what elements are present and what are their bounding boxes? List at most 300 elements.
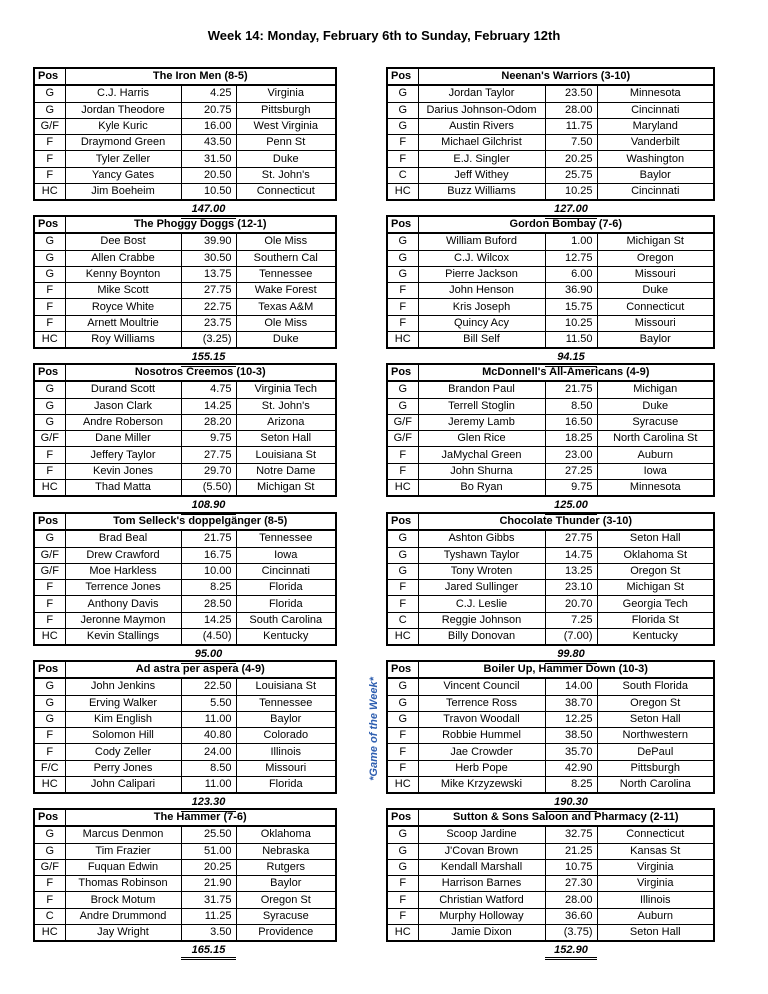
page-title: Week 14: Monday, February 6th to Sunday, February 12th: [207, 28, 561, 43]
player-row: [387, 876, 714, 892]
position-cell: HC: [387, 777, 418, 794]
player-row: [34, 233, 336, 250]
team-name: Gordon Bombay (7-6): [418, 216, 714, 233]
team-table: [33, 363, 337, 515]
player-row: [34, 629, 336, 646]
player-name-cell: Brandon Paul: [418, 381, 545, 398]
player-row: [387, 414, 714, 430]
school-cell: Syracuse: [236, 908, 336, 924]
position-cell: F: [387, 892, 418, 908]
position-cell: HC: [387, 332, 418, 349]
total-spacer: [597, 496, 714, 513]
team-name: Ad astra per aspera (4-9): [65, 661, 336, 678]
school-cell: Minnesota: [597, 480, 714, 497]
points-cell: (3.75): [545, 925, 597, 942]
points-cell: 38.70: [545, 695, 597, 711]
player-row: [387, 728, 714, 744]
points-cell: 35.70: [545, 744, 597, 760]
team-header-row: [387, 68, 714, 85]
position-cell: F/C: [34, 760, 65, 776]
player-name-cell: Anthony Davis: [65, 596, 181, 612]
player-row: [387, 463, 714, 479]
school-cell: Virginia: [597, 859, 714, 875]
points-cell: 23.50: [545, 85, 597, 102]
school-cell: Oregon St: [597, 563, 714, 579]
team-total: 152.90: [545, 941, 597, 958]
points-cell: 25.50: [181, 826, 236, 843]
points-cell: 42.90: [545, 760, 597, 776]
player-name-cell: Draymond Green: [65, 135, 181, 151]
pos-header: Pos: [387, 364, 418, 381]
player-row: [34, 431, 336, 447]
player-row: [387, 102, 714, 118]
points-cell: 8.50: [181, 760, 236, 776]
player-name-cell: C.J. Harris: [65, 85, 181, 102]
pos-header: Pos: [34, 364, 65, 381]
position-cell: G: [387, 102, 418, 118]
player-name-cell: Ashton Gibbs: [418, 530, 545, 547]
player-name-cell: Jae Crowder: [418, 744, 545, 760]
player-name-cell: Yancy Gates: [65, 167, 181, 183]
points-cell: 4.75: [181, 381, 236, 398]
team-table: [33, 67, 337, 219]
points-cell: (3.25): [181, 332, 236, 349]
school-cell: Louisiana St: [236, 678, 336, 695]
points-cell: (5.50): [181, 480, 236, 497]
school-cell: Baylor: [236, 711, 336, 727]
player-row: [387, 925, 714, 942]
team-total: 127.00: [545, 200, 597, 217]
points-cell: 28.00: [545, 102, 597, 118]
player-row: [34, 381, 336, 398]
position-cell: G: [387, 118, 418, 134]
position-cell: G: [387, 233, 418, 250]
player-name-cell: Jeremy Lamb: [418, 414, 545, 430]
points-cell: 23.75: [181, 315, 236, 331]
school-cell: Ole Miss: [236, 315, 336, 331]
team-table: [386, 363, 715, 515]
points-cell: 24.00: [181, 744, 236, 760]
position-cell: F: [34, 283, 65, 299]
points-cell: 43.50: [181, 135, 236, 151]
points-cell: 12.25: [545, 711, 597, 727]
player-row: [387, 580, 714, 596]
player-name-cell: Kris Joseph: [418, 299, 545, 315]
player-row: [34, 135, 336, 151]
player-row: [387, 135, 714, 151]
player-name-cell: Scoop Jardine: [418, 826, 545, 843]
team-total: 99.80: [545, 645, 597, 662]
player-name-cell: Jim Boeheim: [65, 184, 181, 201]
school-cell: Duke: [597, 283, 714, 299]
player-row: [34, 398, 336, 414]
school-cell: Cincinnati: [236, 563, 336, 579]
school-cell: Texas A&M: [236, 299, 336, 315]
player-name-cell: Moe Harkless: [65, 563, 181, 579]
position-cell: F: [34, 596, 65, 612]
total-spacer: [387, 496, 545, 513]
points-cell: 20.25: [545, 151, 597, 167]
points-cell: 10.25: [545, 315, 597, 331]
points-cell: 21.25: [545, 843, 597, 859]
total-row: [387, 496, 714, 513]
position-cell: G: [34, 414, 65, 430]
school-cell: Florida St: [597, 612, 714, 628]
player-name-cell: Brock Motum: [65, 892, 181, 908]
points-cell: 4.25: [181, 85, 236, 102]
position-cell: G: [34, 381, 65, 398]
player-name-cell: Terrell Stoglin: [418, 398, 545, 414]
points-cell: 20.50: [181, 167, 236, 183]
team-name: Boiler Up, Hammer Down (10-3): [418, 661, 714, 678]
points-cell: 10.25: [545, 184, 597, 201]
team-header-row: [387, 513, 714, 530]
school-cell: Notre Dame: [236, 463, 336, 479]
points-cell: 11.75: [545, 118, 597, 134]
points-cell: 32.75: [545, 826, 597, 843]
position-cell: G/F: [34, 563, 65, 579]
total-row: [34, 941, 336, 958]
position-cell: F: [387, 760, 418, 776]
points-cell: 9.75: [545, 480, 597, 497]
school-cell: Northwestern: [597, 728, 714, 744]
team-total: 190.30: [545, 793, 597, 810]
position-cell: F: [387, 463, 418, 479]
school-cell: Vanderbilt: [597, 135, 714, 151]
points-cell: 23.00: [545, 447, 597, 463]
position-cell: G: [387, 678, 418, 695]
school-cell: Iowa: [597, 463, 714, 479]
school-cell: Baylor: [597, 332, 714, 349]
position-cell: F: [34, 167, 65, 183]
player-name-cell: Drew Crawford: [65, 547, 181, 563]
player-row: [387, 777, 714, 794]
position-cell: G: [387, 711, 418, 727]
player-name-cell: Glen Rice: [418, 431, 545, 447]
player-row: [34, 760, 336, 776]
team-table: [33, 660, 337, 812]
school-cell: Tennessee: [236, 530, 336, 547]
school-cell: St. John's: [236, 398, 336, 414]
position-cell: HC: [387, 629, 418, 646]
total-row: [387, 941, 714, 958]
player-row: [387, 447, 714, 463]
team-header-row: [34, 364, 336, 381]
player-row: [34, 463, 336, 479]
player-row: [34, 859, 336, 875]
points-cell: 29.70: [181, 463, 236, 479]
position-cell: G: [387, 250, 418, 266]
points-cell: 10.50: [181, 184, 236, 201]
points-cell: 27.75: [181, 283, 236, 299]
position-cell: F: [387, 151, 418, 167]
points-cell: 1.00: [545, 233, 597, 250]
school-cell: Tennessee: [236, 266, 336, 282]
player-row: [34, 777, 336, 794]
pos-header: Pos: [34, 513, 65, 530]
team-name: The Hammer (7-6): [65, 809, 336, 826]
player-name-cell: John Henson: [418, 283, 545, 299]
position-cell: G: [34, 398, 65, 414]
points-cell: 36.90: [545, 283, 597, 299]
position-cell: G: [34, 695, 65, 711]
player-name-cell: Durand Scott: [65, 381, 181, 398]
school-cell: Michigan St: [236, 480, 336, 497]
player-row: [34, 612, 336, 628]
position-cell: F: [387, 580, 418, 596]
position-cell: C: [34, 908, 65, 924]
pos-header: Pos: [387, 809, 418, 826]
player-name-cell: Jeff Withey: [418, 167, 545, 183]
player-name-cell: Bill Self: [418, 332, 545, 349]
school-cell: Oklahoma St: [597, 547, 714, 563]
player-name-cell: Fuquan Edwin: [65, 859, 181, 875]
pos-header: Pos: [34, 809, 65, 826]
player-row: [34, 580, 336, 596]
team-total: 94.15: [545, 348, 597, 365]
points-cell: 23.10: [545, 580, 597, 596]
player-name-cell: Jason Clark: [65, 398, 181, 414]
points-cell: 11.50: [545, 332, 597, 349]
player-row: [34, 447, 336, 463]
player-row: [387, 892, 714, 908]
team-name: Tom Selleck's doppelgänger (8-5): [65, 513, 336, 530]
player-name-cell: Tyshawn Taylor: [418, 547, 545, 563]
position-cell: F: [34, 315, 65, 331]
school-cell: DePaul: [597, 744, 714, 760]
school-cell: North Carolina: [597, 777, 714, 794]
school-cell: Cincinnati: [597, 102, 714, 118]
player-name-cell: JaMychal Green: [418, 447, 545, 463]
player-name-cell: Quincy Acy: [418, 315, 545, 331]
player-name-cell: Erving Walker: [65, 695, 181, 711]
player-row: [34, 184, 336, 201]
school-cell: Florida: [236, 596, 336, 612]
position-cell: G/F: [387, 414, 418, 430]
school-cell: Maryland: [597, 118, 714, 134]
player-row: [387, 563, 714, 579]
pos-header: Pos: [387, 513, 418, 530]
school-cell: Kansas St: [597, 843, 714, 859]
position-cell: F: [387, 744, 418, 760]
player-name-cell: Billy Donovan: [418, 629, 545, 646]
total-spacer: [34, 496, 181, 513]
points-cell: 20.70: [545, 596, 597, 612]
player-row: [387, 299, 714, 315]
player-row: [387, 744, 714, 760]
school-cell: Illinois: [236, 744, 336, 760]
position-cell: G: [34, 826, 65, 843]
school-cell: Michigan St: [597, 580, 714, 596]
player-row: [34, 876, 336, 892]
player-name-cell: Jamie Dixon: [418, 925, 545, 942]
position-cell: F: [34, 876, 65, 892]
player-row: [387, 118, 714, 134]
position-cell: F: [387, 447, 418, 463]
points-cell: 16.75: [181, 547, 236, 563]
player-name-cell: Mike Krzyzewski: [418, 777, 545, 794]
player-name-cell: Terrence Ross: [418, 695, 545, 711]
position-cell: G: [34, 843, 65, 859]
player-row: [387, 711, 714, 727]
school-cell: Missouri: [597, 315, 714, 331]
player-row: [387, 167, 714, 183]
position-cell: G/F: [34, 859, 65, 875]
player-name-cell: Pierre Jackson: [418, 266, 545, 282]
points-cell: 28.50: [181, 596, 236, 612]
school-cell: Duke: [236, 151, 336, 167]
player-row: [387, 843, 714, 859]
points-cell: 12.75: [545, 250, 597, 266]
player-row: [34, 728, 336, 744]
player-row: [387, 629, 714, 646]
game-of-the-week-text: *Game of the Week*: [368, 677, 381, 781]
total-spacer: [236, 496, 336, 513]
player-name-cell: Jordan Theodore: [65, 102, 181, 118]
school-cell: South Carolina: [236, 612, 336, 628]
player-row: [387, 678, 714, 695]
school-cell: Michigan: [597, 381, 714, 398]
player-row: [34, 102, 336, 118]
team-header-row: [34, 661, 336, 678]
total-spacer: [597, 941, 714, 958]
position-cell: F: [34, 135, 65, 151]
player-name-cell: E.J. Singler: [418, 151, 545, 167]
school-cell: Providence: [236, 925, 336, 942]
school-cell: Kentucky: [236, 629, 336, 646]
player-row: [387, 398, 714, 414]
player-name-cell: Brad Beal: [65, 530, 181, 547]
pos-header: Pos: [34, 68, 65, 85]
team-header-row: [387, 216, 714, 233]
points-cell: (7.00): [545, 629, 597, 646]
points-cell: 21.90: [181, 876, 236, 892]
position-cell: G: [34, 711, 65, 727]
school-cell: Kentucky: [597, 629, 714, 646]
points-cell: 6.00: [545, 266, 597, 282]
school-cell: Pittsburgh: [597, 760, 714, 776]
team-table: [386, 512, 715, 664]
school-cell: Ole Miss: [236, 233, 336, 250]
points-cell: 3.50: [181, 925, 236, 942]
player-row: [387, 85, 714, 102]
team-table: [33, 512, 337, 664]
school-cell: North Carolina St: [597, 431, 714, 447]
player-name-cell: C.J. Wilcox: [418, 250, 545, 266]
player-name-cell: Tony Wroten: [418, 563, 545, 579]
player-row: [34, 167, 336, 183]
player-name-cell: Vincent Council: [418, 678, 545, 695]
school-cell: Seton Hall: [236, 431, 336, 447]
player-name-cell: Roy Williams: [65, 332, 181, 349]
player-row: [34, 332, 336, 349]
player-name-cell: Jared Sullinger: [418, 580, 545, 596]
team-table: [386, 660, 715, 812]
position-cell: F: [387, 596, 418, 612]
team-total: 123.30: [181, 793, 236, 810]
school-cell: Seton Hall: [597, 925, 714, 942]
school-cell: Baylor: [597, 167, 714, 183]
player-name-cell: Austin Rivers: [418, 118, 545, 134]
position-cell: G: [387, 547, 418, 563]
school-cell: Missouri: [236, 760, 336, 776]
player-name-cell: Mike Scott: [65, 283, 181, 299]
team-total: 95.00: [181, 645, 236, 662]
player-row: [34, 118, 336, 134]
points-cell: 10.75: [545, 859, 597, 875]
school-cell: Iowa: [236, 547, 336, 563]
team-name: The Phoggy Doggs (12-1): [65, 216, 336, 233]
position-cell: F: [34, 744, 65, 760]
position-cell: F: [387, 135, 418, 151]
school-cell: Connecticut: [597, 826, 714, 843]
school-cell: Pittsburgh: [236, 102, 336, 118]
points-cell: 31.75: [181, 892, 236, 908]
player-name-cell: Marcus Denmon: [65, 826, 181, 843]
position-cell: G: [34, 233, 65, 250]
player-row: [387, 859, 714, 875]
team-name: Sutton & Sons Saloon and Pharmacy (2-11): [418, 809, 714, 826]
school-cell: Syracuse: [597, 414, 714, 430]
points-cell: 14.25: [181, 398, 236, 414]
pos-header: Pos: [387, 216, 418, 233]
position-cell: G: [387, 85, 418, 102]
player-name-cell: John Calipari: [65, 777, 181, 794]
position-cell: F: [387, 728, 418, 744]
player-row: [34, 826, 336, 843]
school-cell: Virginia: [236, 85, 336, 102]
player-row: [34, 695, 336, 711]
player-name-cell: C.J. Leslie: [418, 596, 545, 612]
pos-header: Pos: [34, 661, 65, 678]
points-cell: (4.50): [181, 629, 236, 646]
position-cell: G: [387, 563, 418, 579]
player-row: [387, 315, 714, 331]
school-cell: Arizona: [236, 414, 336, 430]
points-cell: 14.75: [545, 547, 597, 563]
pos-header: Pos: [387, 661, 418, 678]
player-row: [34, 299, 336, 315]
team-name: Neenan's Warriors (3-10): [418, 68, 714, 85]
player-row: [34, 315, 336, 331]
player-row: [387, 283, 714, 299]
player-row: [387, 547, 714, 563]
position-cell: G: [34, 678, 65, 695]
points-cell: 16.00: [181, 118, 236, 134]
school-cell: Nebraska: [236, 843, 336, 859]
player-row: [34, 250, 336, 266]
team-header-row: [34, 68, 336, 85]
player-row: [387, 826, 714, 843]
player-row: [387, 233, 714, 250]
position-cell: G: [387, 826, 418, 843]
position-cell: G: [387, 266, 418, 282]
points-cell: 22.75: [181, 299, 236, 315]
school-cell: Georgia Tech: [597, 596, 714, 612]
points-cell: 21.75: [545, 381, 597, 398]
points-cell: 20.25: [181, 859, 236, 875]
player-row: [34, 563, 336, 579]
school-cell: Tennessee: [236, 695, 336, 711]
player-name-cell: Murphy Holloway: [418, 908, 545, 924]
points-cell: 31.50: [181, 151, 236, 167]
player-name-cell: Cody Zeller: [65, 744, 181, 760]
position-cell: G/F: [34, 547, 65, 563]
position-cell: HC: [34, 925, 65, 942]
position-cell: G: [387, 530, 418, 547]
player-row: [387, 908, 714, 924]
player-row: [34, 480, 336, 497]
